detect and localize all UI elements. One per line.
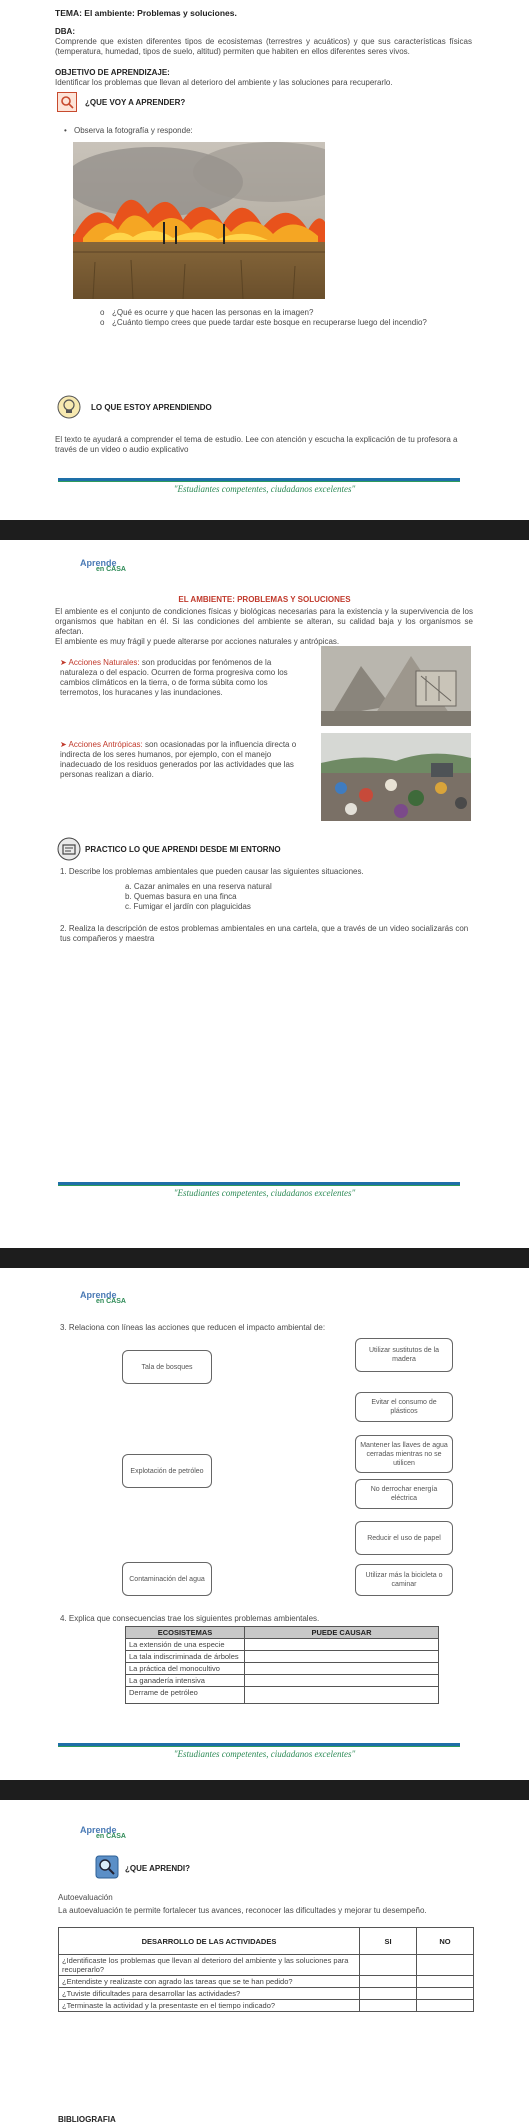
- no-cell[interactable]: [417, 1976, 474, 1988]
- col-ecosystems: ECOSISTEMAS: [126, 1627, 245, 1639]
- page-1: [0, 0, 529, 520]
- objective-label: OBJETIVO DE APRENDIZAJE:: [55, 68, 170, 77]
- no-cell[interactable]: [417, 2000, 474, 2012]
- paragraph-definition: El ambiente es el conjunto de condiciones físicas y biológicas necesarias para la existencia y la supervivencia de los organismos que habitan en él. Si las condiciones del ambiente se alteran, su calidad baja y los organismos se afectan.: [55, 607, 473, 636]
- table-cell: La ganadería intensiva: [126, 1675, 245, 1687]
- table-row: [126, 1651, 439, 1663]
- yes-cell[interactable]: [360, 1988, 417, 2000]
- right-box-paper[interactable]: Reducir el uso de papel: [355, 1521, 453, 1555]
- right-box-energy[interactable]: No derrochar energía eléctrica: [355, 1479, 453, 1509]
- footer-divider: [58, 1182, 460, 1186]
- table-cell: ¿Identificaste los problemas que llevan al deterioro del ambiente y las soluciones para recuperarlo?: [59, 1955, 360, 1976]
- anthropic-text: son ocasionadas por la influencia directa o indirecta de los seres humanos, por ejemplo, con el manejo inadecuado de los residuos generados por las actividades que las personas realizan a diario.: [60, 740, 297, 779]
- dba-text: Comprende que existen diferentes tipos de ecosistemas (terrestres y acuáticos) y que sus características físicas (temperatura, humedad, tipos de suelo, altitud) permiten que habiten en ellos diferentes seres vivos.: [55, 37, 472, 56]
- earthquake-photo: [321, 646, 471, 726]
- answer-cell[interactable]: [245, 1651, 439, 1663]
- table-row: [126, 1663, 439, 1675]
- table-row: [126, 1675, 439, 1687]
- learning-title: LO QUE ESTOY APRENDIENDO: [91, 403, 212, 412]
- table-cell: La extensión de una especie: [126, 1639, 245, 1651]
- left-box-oil[interactable]: Explotación de petróleo: [122, 1454, 212, 1488]
- activity-1: 1. Describe los problemas ambientales que pueden causar las siguientes situaciones.: [60, 867, 364, 876]
- no-cell[interactable]: [417, 1955, 474, 1976]
- right-box-plastic[interactable]: Evitar el consumo de plásticos: [355, 1392, 453, 1422]
- page-4: [0, 1800, 529, 2127]
- table-cell: Derrame de petróleo: [126, 1687, 245, 1704]
- table-row: [59, 1988, 474, 2000]
- objective-text: Identificar los problemas que llevan al deterioro del ambiente y las soluciones para recuperarlo.: [55, 78, 393, 87]
- col-activities: DESARROLLO DE LAS ACTIVIDADES: [59, 1928, 360, 1955]
- col-can-cause: PUEDE CAUSAR: [245, 1627, 439, 1639]
- table-row: [59, 2000, 474, 2012]
- yes-cell[interactable]: [360, 1955, 417, 1976]
- practice-title: PRACTICO LO QUE APRENDI DESDE MI ENTORNO: [85, 845, 281, 854]
- self-eval-text: La autoevaluación te permite fortalecer tus avances, reconocer las dificultades y mejorar tu desempeño.: [58, 1906, 427, 1915]
- footer-motto: "Estudiantes competentes, ciudadanos excelentes": [173, 1749, 356, 1759]
- footer-motto: "Estudiantes competentes, ciudadanos excelentes": [173, 484, 356, 494]
- page-separator: [0, 1248, 529, 1268]
- what-learned-title: ¿QUE APRENDI?: [125, 1864, 191, 1873]
- question-1-marker: o: [100, 308, 105, 317]
- answer-cell[interactable]: [245, 1675, 439, 1687]
- bullet-instruction: Observa la fotografía y responde:: [74, 126, 193, 135]
- right-box-water-taps[interactable]: Mantener las llaves de agua cerradas mientras no se utilicen: [355, 1435, 453, 1473]
- table-cell: ¿Entendiste y realizaste con agrado las tareas que se te han pedido?: [59, 1976, 360, 1988]
- question-2-marker: o: [100, 318, 105, 327]
- right-box-bike[interactable]: Utilizar más la bicicleta o caminar: [355, 1564, 453, 1596]
- table-row: [126, 1687, 439, 1704]
- bibliography-title: BIBLIOGRAFIA: [58, 2115, 116, 2124]
- yes-cell[interactable]: [360, 1976, 417, 1988]
- natural-actions: ➤ Acciones Naturales: son producidas por fenómenos de la naturaleza o del espacio. Ocurren de forma progresiva como los cambios climáticos en la tierra, o de forma súbita como los terremotos, los huracanes y las inundaciones.: [60, 658, 288, 697]
- logo-main: Aprende: [80, 1825, 117, 1835]
- question-2: ¿Cuánto tiempo crees que puede tardar este bosque en recuperarse luego del incendio?: [112, 318, 427, 327]
- activity-1a: a. Cazar animales en una reserva natural: [125, 882, 272, 891]
- answer-cell[interactable]: [245, 1639, 439, 1651]
- section-title-learn: ¿QUE VOY A APRENDER?: [85, 98, 186, 107]
- bullet-dot: •: [64, 126, 67, 135]
- table-cell: ¿Tuviste dificultades para desarrollar las actividades?: [59, 1988, 360, 2000]
- logo-sub: en CASA: [96, 1298, 126, 1305]
- natural-text: son producidas por fenómenos de la naturaleza o del espacio. Ocurren de forma progresiva como los cambios climáticos en la tierra, o de forma súbita como los terremotos, los huracanes y las inundaciones.: [60, 658, 288, 697]
- consequences-table: [125, 1626, 439, 1704]
- article-title: EL AMBIENTE: PROBLEMAS Y SOLUCIONES: [178, 595, 351, 604]
- yes-cell[interactable]: [360, 2000, 417, 2012]
- search-icon: [57, 92, 77, 112]
- magnifier-icon: [95, 1855, 119, 1879]
- col-yes: SI: [360, 1928, 417, 1955]
- forest-fire-photo: [73, 142, 325, 299]
- topic-title: TEMA: El ambiente: Problemas y soluciones.: [55, 8, 237, 18]
- table-row: [59, 1955, 474, 1976]
- brand-logo: [80, 558, 126, 573]
- activity-1c: c. Fumigar el jardín con plaguicidas: [125, 902, 251, 911]
- page-separator: [0, 1780, 529, 1800]
- self-eval-table: [58, 1927, 474, 2012]
- activity-2: 2. Realiza la descripción de estos problemas ambientales en una cartela, que a través de un video socializarás con tus compañeros y maestra: [60, 924, 469, 943]
- brand-logo: [80, 1825, 126, 1840]
- activity-3: 3. Relaciona con líneas las acciones que reducen el impacto ambiental de:: [60, 1323, 326, 1332]
- table-cell: La tala indiscriminada de árboles: [126, 1651, 245, 1663]
- logo-main: Aprende: [80, 1290, 117, 1300]
- garbage-photo: [321, 733, 471, 821]
- footer-motto: "Estudiantes competentes, ciudadanos excelentes": [173, 1188, 356, 1198]
- table-row: [59, 1976, 474, 1988]
- idea-head-icon: [57, 395, 81, 419]
- self-eval-label: Autoevaluación: [58, 1893, 113, 1902]
- col-no: NO: [417, 1928, 474, 1955]
- logo-main: Aprende: [80, 558, 117, 568]
- learning-text: El texto te ayudará a comprender el tema de estudio. Lee con atención y escucha la explicación de tu profesora a través de un video o audio explicativo: [55, 435, 458, 454]
- footer-divider: [58, 478, 460, 482]
- left-box-water[interactable]: Contaminación del agua: [122, 1562, 212, 1596]
- natural-label: Acciones Naturales:: [68, 658, 140, 667]
- page-2: [0, 540, 529, 1248]
- activity-1b: b. Quemas basura en una finca: [125, 892, 237, 901]
- right-box-wood[interactable]: Utilizar sustitutos de la madera: [355, 1338, 453, 1372]
- brand-logo: [80, 1290, 126, 1305]
- table-cell: La práctica del monocultivo: [126, 1663, 245, 1675]
- activity-4-text: 4. Explica que consecuencias trae los siguientes problemas ambientales.: [60, 1614, 320, 1623]
- left-box-deforestation[interactable]: Tala de bosques: [122, 1350, 212, 1384]
- question-1: ¿Qué es ocurre y que hacen las personas en la imagen?: [112, 308, 314, 317]
- logo-sub: en CASA: [96, 566, 126, 573]
- paragraph-fragile: El ambiente es muy frágil y puede alterarse por acciones naturales y antrópicas.: [55, 637, 340, 646]
- anthropic-actions: ➤ Acciones Antrópicas: son ocasionadas por la influencia directa o indirecta de los seres humanos, por ejemplo, con el manejo inadecuado de los residuos generados por las actividades que las personas realizan a diario.: [60, 740, 297, 779]
- answer-cell[interactable]: [245, 1687, 439, 1704]
- table-cell: ¿Terminaste la actividad y la presentaste en el tiempo indicado?: [59, 2000, 360, 2012]
- practice-icon: [57, 837, 81, 861]
- dba-label: DBA:: [55, 27, 75, 36]
- logo-sub: en CASA: [96, 1833, 126, 1840]
- page-3: [0, 1268, 529, 1780]
- answer-cell[interactable]: [245, 1663, 439, 1675]
- anthropic-label: Acciones Antrópicas:: [68, 740, 143, 749]
- table-row: [126, 1639, 439, 1651]
- no-cell[interactable]: [417, 1988, 474, 2000]
- footer-divider: [58, 1743, 460, 1747]
- page-separator: [0, 520, 529, 540]
